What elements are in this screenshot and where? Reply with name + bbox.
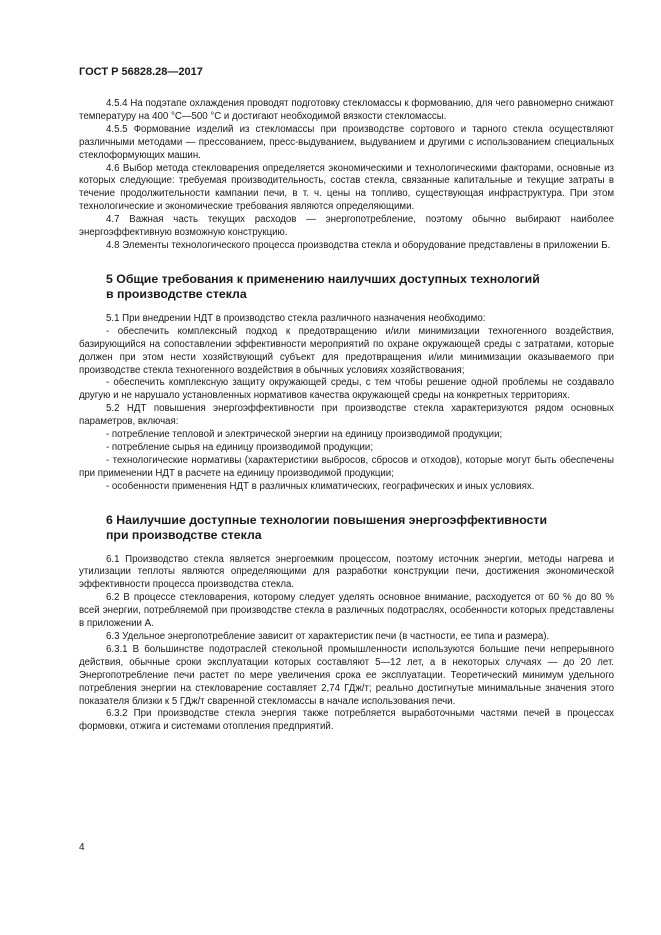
list-item: - потребление тепловой и электрической энергии на единицу производимой продукции; xyxy=(106,429,503,441)
paragraph-6-2: 6.2 В процессе стекловарения, которому следует уделять основное внимание, расходуется от 60 % до 80 % всей энергии, потребляемой при производстве стекла в различных подотраслях, особенности которых представлены в приложении А. xyxy=(79,592,614,630)
page-content xyxy=(79,98,614,734)
paragraph-4-6: 4.6 Выбор метода стекловарения определяется экономическими и технологическими факторами, основные из которых следующие: требуемая производительность, состав стекла, связанные капитальные и текущие затраты в течение продолжительности кампании печи, в т. ч. цены на топливо, существующая инфраструктура. При этом технологические и экономические требования являются определяющими. xyxy=(79,162,614,213)
section-6-title-line1: 6 Наилучшие доступные технологии повышения энергоэффективности xyxy=(106,512,548,527)
page-number: 4 xyxy=(79,842,85,853)
section-6-heading xyxy=(106,513,614,544)
section-5-heading xyxy=(106,272,614,303)
document-header: ГОСТ Р 56828.28—2017 xyxy=(79,66,203,78)
paragraph-6-3-2: 6.3.2 При производстве стекла энергия также потребляется выработочными частями печей в процессах формовки, отжига и системами отопления предприятий. xyxy=(79,708,614,733)
paragraph-6-3: 6.3 Удельное энергопотребление зависит от характеристик печи (в частности, ее типа и размера). xyxy=(106,631,550,642)
paragraph-4-8: 4.8 Элементы технологического процесса производства стекла и оборудование представлены в приложении Б. xyxy=(106,239,611,251)
paragraph-6-3-1: 6.3.1 В большинстве подотраслей стекольной промышленности используются большие печи непрерывного действия, обычные сроки эксплуатации которых составляют 5—12 лет, а в некоторых случаях — до 20 лет. Энергопотребление печи растет по мере увеличения срока ее эксплуатации. Теоретический минимум удельного потребления энергии на стекловарение составляет 2,74 ГДж/т; реально достигнутые минимальные значения этого показателя близки к 5 ГДж/т сваренной стекломассы в начале использования печи. xyxy=(79,643,614,707)
paragraph-5-2: 5.2 НДТ повышения энергоэффективности при производстве стекла характеризуются рядом основных параметров, включая: xyxy=(79,403,614,428)
paragraph-5-1: 5.1 При внедрении НДТ в производство стекла различного назначения необходимо: xyxy=(106,312,486,324)
paragraph-6-1: 6.1 Производство стекла является энергоемким процессом, поэтому источник энергии, методы нагрева и утилизации теплоты являются определяющими для разработки конструкции печи, достижения экономической эффективности процесса производства стекла. xyxy=(79,553,614,591)
list-item: - особенности применения НДТ в различных климатических, географических и иных условиях. xyxy=(106,480,535,492)
section-5-title-line2: в производстве стекла xyxy=(106,287,247,302)
paragraph-4-5-4: 4.5.4 На подэтапе охлаждения проводят подготовку стекломассы к формованию, для чего равномерно снижают температуру на 400 °С—500 °С и достигают необходимой вязкости стекломассы. xyxy=(79,98,614,122)
list-item: - обеспечить комплексную защиту окружающей среды, с тем чтобы решение одной проблемы не создавало другую и не нарушало установленных нормативов качества окружающей среды на конкретных территориях. xyxy=(79,377,614,402)
list-item: - потребление сырья на единицу производимой продукции; xyxy=(106,441,374,453)
paragraph-4-5-5: 4.5.5 Формование изделий из стекломассы при производстве сортового и тарного стекла осуществляют различными методами — прессованием, пресс-выдуванием, выдуванием и другими с использованием специальных стеклоформующих машин. xyxy=(79,123,614,161)
list-item: - обеспечить комплексный подход к предотвращению и/или минимизации техногенного воздействия, базирующийся на сопоставлении эффективности мероприятий по охране окружающей среды с затратами, которые должен при этом нести хозяйствующий субъект для предотвращения и/или минимизации оказываемого при производстве стекла техногенного воздействия в обычных условиях хозяйствования; xyxy=(79,325,614,376)
list-item: - технологические нормативы (характеристики выбросов, сбросов и отходов), которые могут быть обеспечены при применении НДТ в расчете на единицу производимой продукции; xyxy=(79,454,614,479)
section-5-title-line1: 5 Общие требования к применению наилучших доступных технологий xyxy=(106,271,540,286)
section-6-title-line2: при производстве стекла xyxy=(106,528,262,543)
paragraph-4-7: 4.7 Важная часть текущих расходов — энергопотребление, поэтому обычно выбирают наиболее энергоэффективную возможную конструкцию. xyxy=(79,214,614,239)
